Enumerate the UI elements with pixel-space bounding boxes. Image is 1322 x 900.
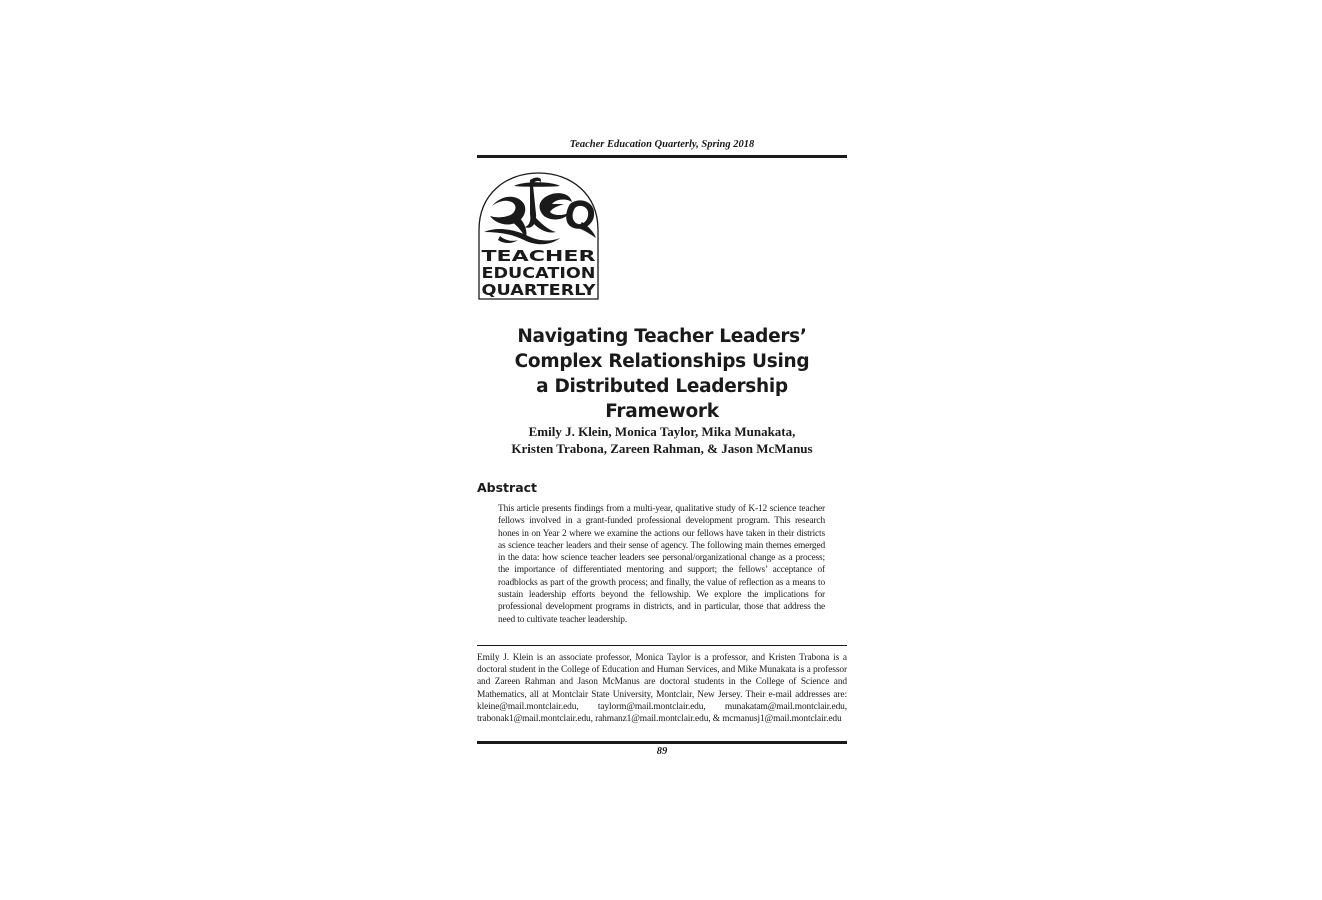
author-affiliation-footnote: Emily J. Klein is an associate professor, Monica Taylor is a professor, and Kristen Trabona is a doctoral student in the College of Education and Human Services, and Mike Munakata is a professor and Zareen Rahman and Jason McManus are doctoral students in the College of Science and Mathematics, all at Montclair State University, Montclair, New Jersey. Their e-mail addresses are: kleine@mail.montclair.edu, taylorm@mail.montclair.edu, munakatam@mail.montclair.edu, trabonak1@mail.montclair.edu, rahmanz1@mail.montclair.edu, & mcmanusj1@mail.montclair.edu xyxy=(477,653,847,725)
author-line-2: Kristen Trabona, Zareen Rahman, & Jason McManus xyxy=(511,441,813,456)
header-rule xyxy=(477,155,847,158)
article-title xyxy=(477,324,847,424)
teacher-education-quarterly-logo xyxy=(478,172,599,300)
title-line-2: Complex Relationships Using xyxy=(514,351,810,372)
title-line-3: a Distributed Leadership Framework xyxy=(536,376,788,422)
running-head: Teacher Education Quarterly, Spring 2018 xyxy=(569,139,755,150)
author-list xyxy=(477,423,847,457)
abstract-text: This article presents findings from a multi-year, qualitative study of K-12 science teacher fellows involved in a grant-funded professional development program. This research hones in on Year 2 where we examine the actions our fellows have taken in their districts as science teacher leaders and their sense of agency. The following main themes emerged in the data: how science teacher leaders see personal/organizational change as a process; the importance of differentiated mentoring and support; the fellows’ acceptance of roadblocks as part of the growth process; and finally, the value of reflection as a means to sustain leadership efforts beyond the fellowship. We explore the implications for professional development programs in districts, and in particular, those that address the need to cultivate teacher leadership. xyxy=(498,504,825,625)
title-line-1: Navigating Teacher Leaders’ xyxy=(517,326,807,347)
journal-page xyxy=(477,0,847,900)
abstract-heading: Abstract xyxy=(477,480,538,495)
author-line-1: Emily J. Klein, Monica Taylor, Mika Munakata, xyxy=(528,424,796,439)
svg-text:EDUCATION: EDUCATION xyxy=(481,264,596,282)
footer-rule xyxy=(477,741,847,744)
svg-text:TEACHER: TEACHER xyxy=(481,247,596,265)
footnote-rule xyxy=(477,645,847,646)
page-number: 89 xyxy=(656,746,668,757)
svg-text:QUARTERLY: QUARTERLY xyxy=(481,281,597,299)
